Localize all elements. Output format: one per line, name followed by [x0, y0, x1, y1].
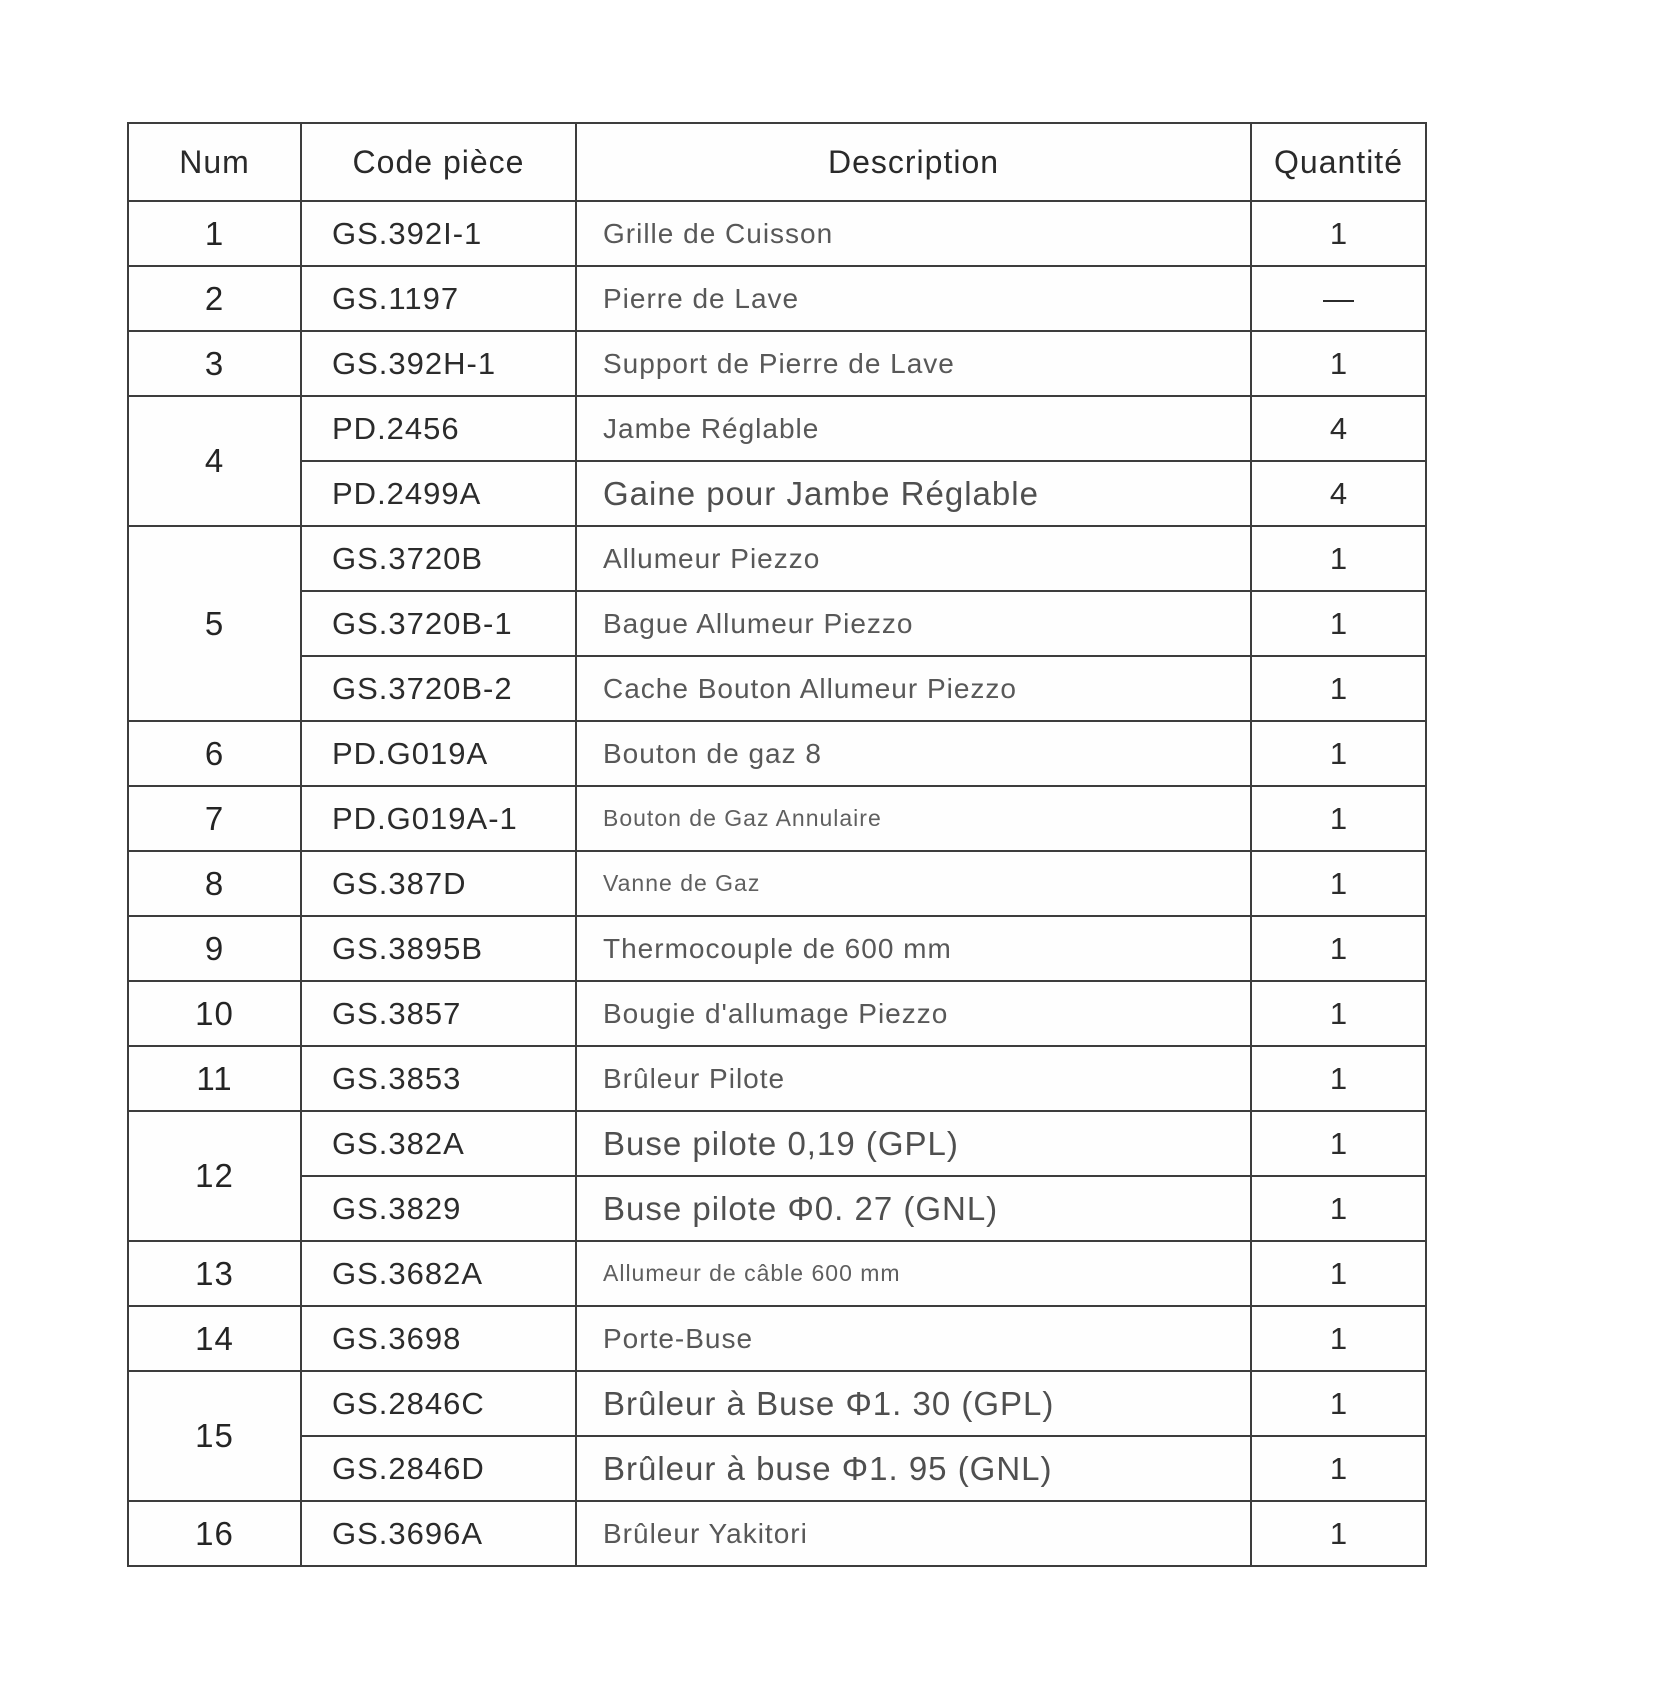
cell-description: Thermocouple de 600 mm [576, 916, 1251, 981]
cell-description: Vanne de Gaz [576, 851, 1251, 916]
cell-description: Allumeur Piezzo [576, 526, 1251, 591]
table-row [128, 1306, 1426, 1371]
cell-qty: 1 [1251, 786, 1426, 851]
cell-code: GS.382A [301, 1111, 576, 1176]
cell-num: 3 [128, 331, 301, 396]
cell-code: GS.3720B [301, 526, 576, 591]
header-row [128, 123, 1426, 201]
cell-qty: 1 [1251, 1176, 1426, 1241]
cell-num: 11 [128, 1046, 301, 1111]
cell-qty: — [1251, 266, 1426, 331]
cell-code: GS.3698 [301, 1306, 576, 1371]
table-row [128, 1436, 1426, 1501]
cell-qty: 1 [1251, 331, 1426, 396]
cell-description: Cache Bouton Allumeur Piezzo [576, 656, 1251, 721]
cell-num: 8 [128, 851, 301, 916]
cell-code: GS.3853 [301, 1046, 576, 1111]
cell-num: 4 [128, 396, 301, 526]
table-row [128, 591, 1426, 656]
cell-code: GS.392I-1 [301, 201, 576, 266]
cell-description: Buse pilote Φ0. 27 (GNL) [576, 1176, 1251, 1241]
cell-code: PD.G019A-1 [301, 786, 576, 851]
cell-description: Buse pilote 0,19 (GPL) [576, 1111, 1251, 1176]
cell-num: 16 [128, 1501, 301, 1566]
column-header-num: Num [128, 123, 301, 201]
cell-code: GS.3895B [301, 916, 576, 981]
cell-code: GS.3857 [301, 981, 576, 1046]
cell-code: GS.1197 [301, 266, 576, 331]
cell-description: Bouton de gaz 8 [576, 721, 1251, 786]
cell-qty: 1 [1251, 851, 1426, 916]
cell-qty: 1 [1251, 201, 1426, 266]
cell-qty: 1 [1251, 1306, 1426, 1371]
cell-description: Brûleur Pilote [576, 1046, 1251, 1111]
table-row [128, 526, 1426, 591]
cell-description: Gaine pour Jambe Réglable [576, 461, 1251, 526]
cell-code: GS.3720B-1 [301, 591, 576, 656]
cell-qty: 1 [1251, 1501, 1426, 1566]
cell-num: 13 [128, 1241, 301, 1306]
parts-table [127, 122, 1427, 1567]
cell-code: GS.3829 [301, 1176, 576, 1241]
table-row [128, 1046, 1426, 1111]
cell-num: 1 [128, 201, 301, 266]
cell-num: 10 [128, 981, 301, 1046]
table-row [128, 1371, 1426, 1436]
cell-code: GS.3696A [301, 1501, 576, 1566]
cell-description: Brûleur Yakitori [576, 1501, 1251, 1566]
cell-description: Brûleur à buse Φ1. 95 (GNL) [576, 1436, 1251, 1501]
cell-num: 5 [128, 526, 301, 721]
cell-qty: 1 [1251, 1241, 1426, 1306]
cell-code: GS.3682A [301, 1241, 576, 1306]
cell-num: 12 [128, 1111, 301, 1241]
table-row [128, 266, 1426, 331]
cell-qty: 1 [1251, 981, 1426, 1046]
cell-description: Allumeur de câble 600 mm [576, 1241, 1251, 1306]
cell-qty: 1 [1251, 656, 1426, 721]
table-row [128, 461, 1426, 526]
cell-code: GS.2846D [301, 1436, 576, 1501]
cell-qty: 4 [1251, 461, 1426, 526]
cell-qty: 1 [1251, 1371, 1426, 1436]
cell-description: Pierre de Lave [576, 266, 1251, 331]
cell-code: PD.G019A [301, 721, 576, 786]
cell-code: GS.387D [301, 851, 576, 916]
cell-num: 15 [128, 1371, 301, 1501]
cell-description: Grille de Cuisson [576, 201, 1251, 266]
cell-num: 14 [128, 1306, 301, 1371]
cell-code: GS.3720B-2 [301, 656, 576, 721]
cell-code: PD.2499A [301, 461, 576, 526]
table-row [128, 1241, 1426, 1306]
cell-qty: 1 [1251, 526, 1426, 591]
cell-qty: 1 [1251, 721, 1426, 786]
cell-qty: 1 [1251, 916, 1426, 981]
cell-code: GS.2846C [301, 1371, 576, 1436]
table-row [128, 1111, 1426, 1176]
cell-description: Bougie d'allumage Piezzo [576, 981, 1251, 1046]
cell-qty: 1 [1251, 1111, 1426, 1176]
cell-num: 2 [128, 266, 301, 331]
table-row [128, 1176, 1426, 1241]
cell-description: Bouton de Gaz Annulaire [576, 786, 1251, 851]
cell-num: 9 [128, 916, 301, 981]
table-row [128, 656, 1426, 721]
column-header-description: Description [576, 123, 1251, 201]
cell-qty: 4 [1251, 396, 1426, 461]
cell-code: GS.392H-1 [301, 331, 576, 396]
cell-qty: 1 [1251, 1046, 1426, 1111]
cell-num: 7 [128, 786, 301, 851]
cell-qty: 1 [1251, 1436, 1426, 1501]
table-row [128, 851, 1426, 916]
cell-description: Support de Pierre de Lave [576, 331, 1251, 396]
cell-description: Porte-Buse [576, 1306, 1251, 1371]
cell-description: Brûleur à Buse Φ1. 30 (GPL) [576, 1371, 1251, 1436]
cell-description: Bague Allumeur Piezzo [576, 591, 1251, 656]
table-row [128, 396, 1426, 461]
column-header-code: Code pièce [301, 123, 576, 201]
table-row [128, 721, 1426, 786]
table-row [128, 916, 1426, 981]
table-row [128, 786, 1426, 851]
table-row [128, 981, 1426, 1046]
table-row [128, 1501, 1426, 1566]
cell-description: Jambe Réglable [576, 396, 1251, 461]
table-row [128, 201, 1426, 266]
cell-num: 6 [128, 721, 301, 786]
table-row [128, 331, 1426, 396]
column-header-qty: Quantité [1251, 123, 1426, 201]
cell-qty: 1 [1251, 591, 1426, 656]
cell-code: PD.2456 [301, 396, 576, 461]
